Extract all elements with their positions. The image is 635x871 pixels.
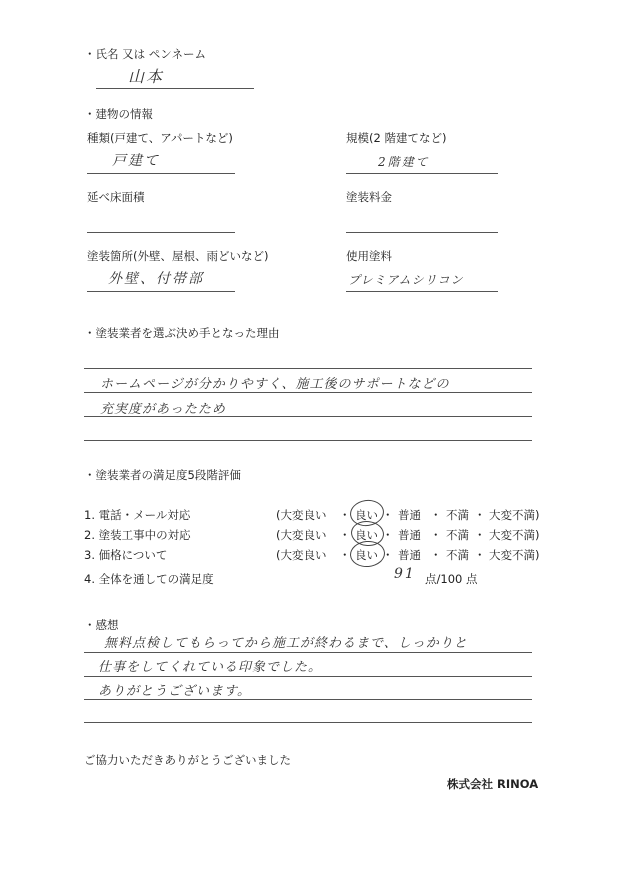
rating-label-1: 1. 電話・メール対応 xyxy=(84,508,191,522)
name-underline xyxy=(96,88,254,89)
paint-label: 使用塗料 xyxy=(346,249,392,263)
rating-sep-1-b: ・ xyxy=(382,508,394,522)
rating-opt-2-b: 良い xyxy=(355,528,378,542)
rating-label-3: 3. 価格について xyxy=(84,548,168,562)
impression-text-2: 仕事をしてくれている印象でした。 xyxy=(98,660,323,675)
rating-opt-3-a: (大変良い xyxy=(276,548,327,562)
reason-line-3 xyxy=(84,416,532,417)
rating-sep-1-d: ・ xyxy=(474,508,486,522)
rating-sep-1-c: ・ xyxy=(430,508,442,522)
company-name: 株式会社 RINOA xyxy=(447,777,539,791)
scale-value: 2階建て xyxy=(378,155,430,169)
rating-sep-3-c: ・ xyxy=(430,548,442,562)
overall-label: 4. 全体を通しての満足度 xyxy=(84,572,214,586)
overall-score: 91 xyxy=(394,566,416,582)
rating-opt-3-d: 不満 xyxy=(446,548,469,562)
impression-heading: ・感想 xyxy=(84,618,119,632)
overall-suffix: 点/100 点 xyxy=(425,572,478,586)
rating-opt-2-a: (大変良い xyxy=(276,528,327,542)
rating-sep-1-a: ・ xyxy=(339,508,351,522)
price-label: 塗装料金 xyxy=(346,190,392,204)
rating-opt-2-e: 大変不満) xyxy=(489,528,540,542)
rating-sep-2-d: ・ xyxy=(474,528,486,542)
name-label: ・氏名 又は ペンネーム xyxy=(84,47,206,61)
rating-opt-3-e: 大変不満) xyxy=(489,548,540,562)
rating-opt-1-a: (大変良い xyxy=(276,508,327,522)
impression-line-3 xyxy=(84,699,532,700)
rating-sep-3-b: ・ xyxy=(382,548,394,562)
satisfaction-heading: ・塗装業者の満足度5段階評価 xyxy=(84,468,241,482)
rating-opt-2-c: 普通 xyxy=(398,528,421,542)
location-underline xyxy=(87,291,235,292)
name-value: 山本 xyxy=(128,67,165,86)
scale-underline xyxy=(346,173,498,174)
impression-line-2 xyxy=(84,676,532,677)
rating-sep-2-a: ・ xyxy=(339,528,351,542)
type-label: 種類(戸建て、アパートなど) xyxy=(87,131,233,145)
rating-opt-1-d: 不満 xyxy=(446,508,469,522)
thanks-text: ご協力いただきありがとうございました xyxy=(84,753,291,767)
building-heading: ・建物の情報 xyxy=(84,107,153,121)
location-label: 塗装箇所(外壁、屋根、雨どいなど) xyxy=(87,249,269,263)
impression-line-4 xyxy=(84,722,532,723)
reason-line-4 xyxy=(84,440,532,441)
type-value: 戸建て xyxy=(112,153,160,169)
reason-heading: ・塗装業者を選ぶ決め手となった理由 xyxy=(84,326,280,340)
price-underline xyxy=(346,232,498,233)
rating-opt-1-c: 普通 xyxy=(398,508,421,522)
rating-opt-3-c: 普通 xyxy=(398,548,421,562)
rating-opt-3-b: 良い xyxy=(355,548,378,562)
rating-sep-3-d: ・ xyxy=(474,548,486,562)
rating-opt-1-b: 良い xyxy=(355,508,378,522)
impression-text-1: 無料点検してもらってから施工が終わるまで、しっかりと xyxy=(104,636,468,651)
impression-text-3: ありがとうございます。 xyxy=(98,684,251,699)
reason-line-1 xyxy=(84,368,532,369)
floor-underline xyxy=(87,232,235,233)
rating-sep-3-a: ・ xyxy=(339,548,351,562)
type-underline xyxy=(87,173,235,174)
selection-circle-3 xyxy=(349,540,386,569)
scale-label: 規模(2 階建てなど) xyxy=(346,131,447,145)
rating-opt-1-e: 大変不満) xyxy=(489,508,540,522)
rating-sep-2-c: ・ xyxy=(430,528,442,542)
reason-text-2: 充実度があったため xyxy=(100,402,226,417)
location-value: 外壁、付帯部 xyxy=(108,271,204,287)
rating-label-2: 2. 塗装工事中の対応 xyxy=(84,528,191,542)
floor-label: 延べ床面積 xyxy=(87,190,145,204)
rating-opt-2-d: 不満 xyxy=(446,528,469,542)
reason-line-2 xyxy=(84,392,532,393)
paint-underline xyxy=(346,291,498,292)
impression-line-1 xyxy=(84,652,532,653)
rating-sep-2-b: ・ xyxy=(382,528,394,542)
reason-text-1: ホームページが分かりやすく、施工後のサポートなどの xyxy=(100,377,450,392)
paint-value: プレミアムシリコン xyxy=(348,273,464,287)
